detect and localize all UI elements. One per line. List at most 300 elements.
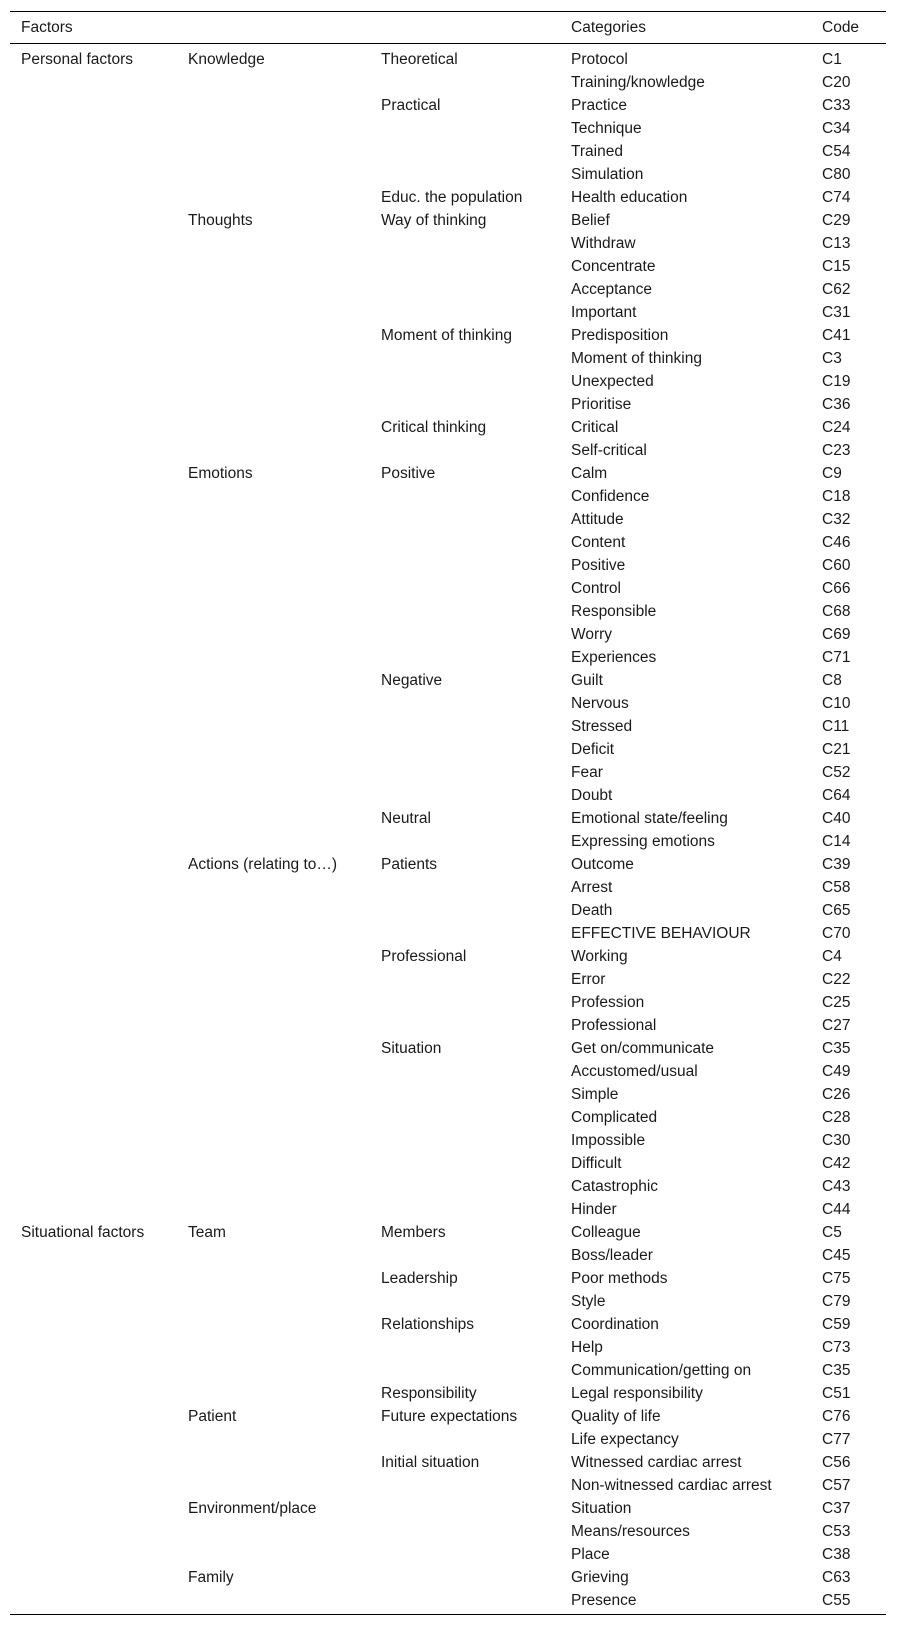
category-cell: Means/resources <box>571 1523 690 1540</box>
factor-cell <box>10 1497 177 1520</box>
category-cell: Predisposition <box>571 327 669 344</box>
code-cell: C40 <box>822 810 851 827</box>
table-row <box>10 669 886 692</box>
subfactor-cell <box>177 1451 370 1474</box>
subfactor-cell <box>177 1290 370 1313</box>
subgroup-cell <box>370 715 560 738</box>
subgroup-cell: Leadership <box>381 1270 458 1287</box>
code-cell: C73 <box>822 1339 851 1356</box>
factor-cell <box>10 1244 177 1267</box>
factor-cell <box>10 830 177 853</box>
subfactor-cell <box>177 94 370 117</box>
subgroup-cell <box>370 554 560 577</box>
subfactor-cell <box>177 531 370 554</box>
subgroup-cell <box>370 508 560 531</box>
subgroup-cell <box>370 393 560 416</box>
subfactor-cell <box>177 1060 370 1083</box>
subgroup-cell: Critical thinking <box>381 419 487 436</box>
subgroup-cell <box>370 577 560 600</box>
subfactor-cell: Knowledge <box>188 51 265 68</box>
code-cell: C37 <box>822 1500 851 1517</box>
factor-cell <box>10 669 177 692</box>
category-cell: Non-witnessed cardiac arrest <box>571 1477 772 1494</box>
table-row <box>10 830 886 853</box>
code-cell: C1 <box>822 51 842 68</box>
subfactor-cell <box>177 117 370 140</box>
subgroup-cell <box>370 1106 560 1129</box>
factor-cell <box>10 370 177 393</box>
subfactor-cell <box>177 784 370 807</box>
subgroup-cell <box>370 738 560 761</box>
table-row <box>10 1244 886 1267</box>
code-cell: C22 <box>822 971 851 988</box>
subfactor-cell <box>177 1382 370 1405</box>
category-cell: Responsible <box>571 603 657 620</box>
table-header <box>10 12 886 44</box>
subfactor-cell <box>177 1106 370 1129</box>
table-row <box>10 692 886 715</box>
category-cell: Boss/leader <box>571 1247 653 1264</box>
factor-cell <box>10 1336 177 1359</box>
subgroup-cell <box>370 117 560 140</box>
subgroup-cell <box>370 255 560 278</box>
table-row <box>10 623 886 646</box>
category-cell: Stressed <box>571 718 633 735</box>
table-row <box>10 1267 886 1290</box>
subgroup-cell <box>370 692 560 715</box>
table-row <box>10 577 886 600</box>
header-categories: Categories <box>571 18 646 36</box>
subgroup-cell <box>370 439 560 462</box>
table-row <box>10 163 886 186</box>
table-row <box>10 1313 886 1336</box>
table-row <box>10 439 886 462</box>
code-cell: C11 <box>822 718 850 735</box>
category-cell: Concentrate <box>571 258 656 275</box>
category-cell: Catastrophic <box>571 1178 659 1195</box>
category-cell: Simulation <box>571 166 644 183</box>
table-row <box>10 1543 886 1566</box>
subfactor-cell <box>177 393 370 416</box>
table-row <box>10 1520 886 1543</box>
code-cell: C52 <box>822 764 851 781</box>
header-factors: Factors <box>21 18 73 36</box>
table-row <box>10 715 886 738</box>
subfactor-cell <box>177 669 370 692</box>
factors-table <box>10 11 886 1615</box>
category-cell: EFFECTIVE BEHAVIOUR <box>571 925 751 942</box>
category-cell: Accustomed/usual <box>571 1063 698 1080</box>
table-row <box>10 1497 886 1520</box>
subgroup-cell: Responsibility <box>381 1385 477 1402</box>
category-cell: Working <box>571 948 628 965</box>
table-row <box>10 1359 886 1382</box>
subfactor-cell <box>177 301 370 324</box>
category-cell: Communication/getting on <box>571 1362 752 1379</box>
table-row <box>10 1451 886 1474</box>
subgroup-cell <box>370 600 560 623</box>
category-cell: Withdraw <box>571 235 636 252</box>
code-cell: C31 <box>822 304 851 321</box>
code-cell: C74 <box>822 189 851 206</box>
factor-cell <box>10 232 177 255</box>
subfactor-cell: Patient <box>188 1408 237 1425</box>
subfactor-cell <box>177 945 370 968</box>
table-row <box>10 140 886 163</box>
category-cell: Unexpected <box>571 373 654 390</box>
factor-cell <box>10 117 177 140</box>
subfactor-cell: Actions (relating to…) <box>188 856 338 873</box>
factor-cell <box>10 485 177 508</box>
code-cell: C53 <box>822 1523 851 1540</box>
category-cell: Help <box>571 1339 603 1356</box>
code-cell: C26 <box>822 1086 851 1103</box>
subfactor-cell <box>177 807 370 830</box>
table-row <box>10 1221 886 1244</box>
table-row <box>10 71 886 94</box>
subgroup-cell <box>370 1175 560 1198</box>
category-cell: Legal responsibility <box>571 1385 703 1402</box>
table-row <box>10 232 886 255</box>
factor-cell <box>10 922 177 945</box>
table-row <box>10 1106 886 1129</box>
subgroup-cell <box>370 1543 560 1566</box>
subgroup-cell <box>370 623 560 646</box>
subfactor-cell <box>177 1359 370 1382</box>
code-cell: C59 <box>822 1316 851 1333</box>
subgroup-cell <box>370 784 560 807</box>
code-cell: C79 <box>822 1293 851 1310</box>
category-cell: Deficit <box>571 741 615 758</box>
category-cell: Calm <box>571 465 608 482</box>
code-cell: C58 <box>822 879 851 896</box>
category-cell: Witnessed cardiac arrest <box>571 1454 742 1471</box>
category-cell: Content <box>571 534 626 551</box>
subfactor-cell <box>177 140 370 163</box>
category-cell: Difficult <box>571 1155 622 1172</box>
category-cell: Life expectancy <box>571 1431 679 1448</box>
table-row <box>10 186 886 209</box>
subfactor-cell <box>177 600 370 623</box>
table-row <box>10 531 886 554</box>
subgroup-cell <box>370 1589 560 1615</box>
category-cell: Trained <box>571 143 623 160</box>
category-cell: Fear <box>571 764 603 781</box>
code-cell: C76 <box>822 1408 851 1425</box>
subfactor-cell <box>177 922 370 945</box>
factor-cell <box>10 1474 177 1497</box>
code-cell: C15 <box>822 258 851 275</box>
table-row <box>10 44 886 72</box>
category-cell: Poor methods <box>571 1270 668 1287</box>
code-cell: C57 <box>822 1477 851 1494</box>
factor-cell <box>10 646 177 669</box>
subgroup-cell: Theoretical <box>381 51 458 68</box>
subfactor-cell <box>177 1244 370 1267</box>
factor-cell <box>10 1060 177 1083</box>
factor-cell <box>10 738 177 761</box>
subfactor-cell <box>177 761 370 784</box>
subfactor-cell <box>177 968 370 991</box>
subgroup-cell <box>370 71 560 94</box>
category-cell: Impossible <box>571 1132 646 1149</box>
category-cell: Attitude <box>571 511 624 528</box>
table-row <box>10 485 886 508</box>
code-cell: C55 <box>822 1592 851 1609</box>
table-row <box>10 968 886 991</box>
subfactor-cell <box>177 163 370 186</box>
factor-cell <box>10 1083 177 1106</box>
subgroup-cell <box>370 1428 560 1451</box>
code-cell: C46 <box>822 534 851 551</box>
code-cell: C3 <box>822 350 842 367</box>
subfactor-cell <box>177 577 370 600</box>
table-row <box>10 508 886 531</box>
category-cell: Emotional state/feeling <box>571 810 728 827</box>
factor-cell <box>10 416 177 439</box>
subgroup-cell <box>370 1336 560 1359</box>
subfactor-cell: Thoughts <box>188 212 253 229</box>
subfactor-cell <box>177 347 370 370</box>
table-row <box>10 784 886 807</box>
factor-cell <box>10 899 177 922</box>
subgroup-cell: Negative <box>381 672 443 689</box>
code-cell: C42 <box>822 1155 851 1172</box>
subfactor-cell <box>177 554 370 577</box>
code-cell: C45 <box>822 1247 851 1264</box>
table-row <box>10 738 886 761</box>
table-row <box>10 899 886 922</box>
code-cell: C18 <box>822 488 851 505</box>
code-cell: C13 <box>822 235 851 252</box>
factor-cell <box>10 255 177 278</box>
code-cell: C19 <box>822 373 851 390</box>
factor-cell <box>10 784 177 807</box>
code-cell: C64 <box>822 787 851 804</box>
table-row <box>10 1060 886 1083</box>
code-cell: C28 <box>822 1109 851 1126</box>
factor-cell <box>10 1313 177 1336</box>
category-cell: Place <box>571 1546 610 1563</box>
factor-cell <box>10 278 177 301</box>
subgroup-cell <box>370 830 560 853</box>
factor-cell <box>10 186 177 209</box>
table-row <box>10 1336 886 1359</box>
subfactor-cell <box>177 508 370 531</box>
category-cell: Protocol <box>571 51 628 68</box>
factor-cell <box>10 439 177 462</box>
code-cell: C51 <box>822 1385 851 1402</box>
category-cell: Health education <box>571 189 688 206</box>
subgroup-cell: Moment of thinking <box>381 327 512 344</box>
code-cell: C24 <box>822 419 851 436</box>
subfactor-cell <box>177 1267 370 1290</box>
table-row <box>10 278 886 301</box>
category-cell: Training/knowledge <box>571 74 705 91</box>
subgroup-cell: Situation <box>381 1040 442 1057</box>
category-cell: Death <box>571 902 613 919</box>
table-row <box>10 853 886 876</box>
subfactor-cell <box>177 738 370 761</box>
table-row <box>10 1428 886 1451</box>
code-cell: C21 <box>822 741 851 758</box>
subgroup-cell: Positive <box>381 465 436 482</box>
subfactor-cell <box>177 1083 370 1106</box>
table-row <box>10 1589 886 1615</box>
header-code: Code <box>822 18 860 36</box>
code-cell: C34 <box>822 120 851 137</box>
factor-cell <box>10 531 177 554</box>
header-empty-1 <box>177 12 370 44</box>
factor-cell <box>10 968 177 991</box>
subgroup-cell: Relationships <box>381 1316 475 1333</box>
code-cell: C62 <box>822 281 851 298</box>
subfactor-cell <box>177 715 370 738</box>
subfactor-cell <box>177 255 370 278</box>
table-row <box>10 347 886 370</box>
code-cell: C77 <box>822 1431 851 1448</box>
subgroup-cell: Practical <box>381 97 441 114</box>
category-cell: Doubt <box>571 787 613 804</box>
table-row <box>10 255 886 278</box>
subfactor-cell: Team <box>188 1224 226 1241</box>
factors-table-container <box>10 11 886 1615</box>
subgroup-cell: Professional <box>381 948 467 965</box>
subgroup-cell <box>370 163 560 186</box>
code-cell: C56 <box>822 1454 851 1471</box>
factor-cell <box>10 715 177 738</box>
subgroup-cell <box>370 370 560 393</box>
subgroup-cell <box>370 1244 560 1267</box>
category-cell: Nervous <box>571 695 629 712</box>
category-cell: Belief <box>571 212 610 229</box>
code-cell: C75 <box>822 1270 851 1287</box>
subgroup-cell <box>370 278 560 301</box>
table-row <box>10 324 886 347</box>
factor-cell <box>10 347 177 370</box>
subgroup-cell <box>370 1129 560 1152</box>
factor-cell <box>10 140 177 163</box>
subgroup-cell <box>370 301 560 324</box>
table-row <box>10 1198 886 1221</box>
subfactor-cell <box>177 1152 370 1175</box>
table-row <box>10 922 886 945</box>
table-row <box>10 1290 886 1313</box>
subfactor-cell <box>177 623 370 646</box>
factor-cell <box>10 1198 177 1221</box>
category-cell: Hinder <box>571 1201 617 1218</box>
table-row <box>10 600 886 623</box>
subgroup-cell <box>370 1083 560 1106</box>
category-cell: Acceptance <box>571 281 652 298</box>
table-row <box>10 1152 886 1175</box>
category-cell: Confidence <box>571 488 650 505</box>
table-row <box>10 94 886 117</box>
category-cell: Self-critical <box>571 442 647 459</box>
category-cell: Outcome <box>571 856 634 873</box>
code-cell: C63 <box>822 1569 851 1586</box>
table-row <box>10 1382 886 1405</box>
factor-cell <box>10 1037 177 1060</box>
subfactor-cell <box>177 1129 370 1152</box>
subgroup-cell <box>370 922 560 945</box>
factor-cell <box>10 1589 177 1615</box>
code-cell: C70 <box>822 925 851 942</box>
subfactor-cell <box>177 71 370 94</box>
factor-cell <box>10 508 177 531</box>
factor-cell <box>10 1175 177 1198</box>
factor-cell <box>10 853 177 876</box>
code-cell: C41 <box>822 327 851 344</box>
table-row <box>10 554 886 577</box>
table-row <box>10 117 886 140</box>
factor-cell <box>10 209 177 232</box>
table-body <box>10 44 886 1615</box>
table-row <box>10 209 886 232</box>
category-cell: Style <box>571 1293 606 1310</box>
category-cell: Guilt <box>571 672 603 689</box>
table-row <box>10 991 886 1014</box>
subgroup-cell <box>370 876 560 899</box>
code-cell: C60 <box>822 557 851 574</box>
table-row <box>10 876 886 899</box>
subfactor-cell <box>177 1198 370 1221</box>
factor-cell <box>10 1129 177 1152</box>
subgroup-cell <box>370 646 560 669</box>
category-cell: Situation <box>571 1500 632 1517</box>
factor-cell: Personal factors <box>21 51 133 68</box>
category-cell: Coordination <box>571 1316 659 1333</box>
subfactor-cell <box>177 876 370 899</box>
subfactor-cell <box>177 1313 370 1336</box>
table-row <box>10 1037 886 1060</box>
subgroup-cell <box>370 761 560 784</box>
category-cell: Positive <box>571 557 626 574</box>
subgroup-cell <box>370 1566 560 1589</box>
category-cell: Practice <box>571 97 627 114</box>
table-row <box>10 1175 886 1198</box>
factor-cell <box>10 1451 177 1474</box>
factor-cell <box>10 324 177 347</box>
code-cell: C4 <box>822 948 842 965</box>
factor-cell <box>10 600 177 623</box>
table-row <box>10 807 886 830</box>
factor-cell <box>10 1543 177 1566</box>
category-cell: Complicated <box>571 1109 658 1126</box>
category-cell: Arrest <box>571 879 613 896</box>
code-cell: C65 <box>822 902 851 919</box>
subfactor-cell <box>177 1014 370 1037</box>
factor-cell <box>10 1405 177 1428</box>
code-cell: C10 <box>822 695 851 712</box>
factor-cell <box>10 1566 177 1589</box>
code-cell: C49 <box>822 1063 851 1080</box>
category-cell: Get on/communicate <box>571 1040 715 1057</box>
subgroup-cell: Future expectations <box>381 1408 518 1425</box>
subgroup-cell: Members <box>381 1224 446 1241</box>
category-cell: Profession <box>571 994 645 1011</box>
code-cell: C5 <box>822 1224 842 1241</box>
code-cell: C80 <box>822 166 851 183</box>
subgroup-cell <box>370 1497 560 1520</box>
subgroup-cell <box>370 485 560 508</box>
code-cell: C23 <box>822 442 851 459</box>
header-row <box>10 12 886 44</box>
code-cell: C39 <box>822 856 851 873</box>
factor-cell <box>10 692 177 715</box>
factor-cell <box>10 1267 177 1290</box>
category-cell: Critical <box>571 419 619 436</box>
